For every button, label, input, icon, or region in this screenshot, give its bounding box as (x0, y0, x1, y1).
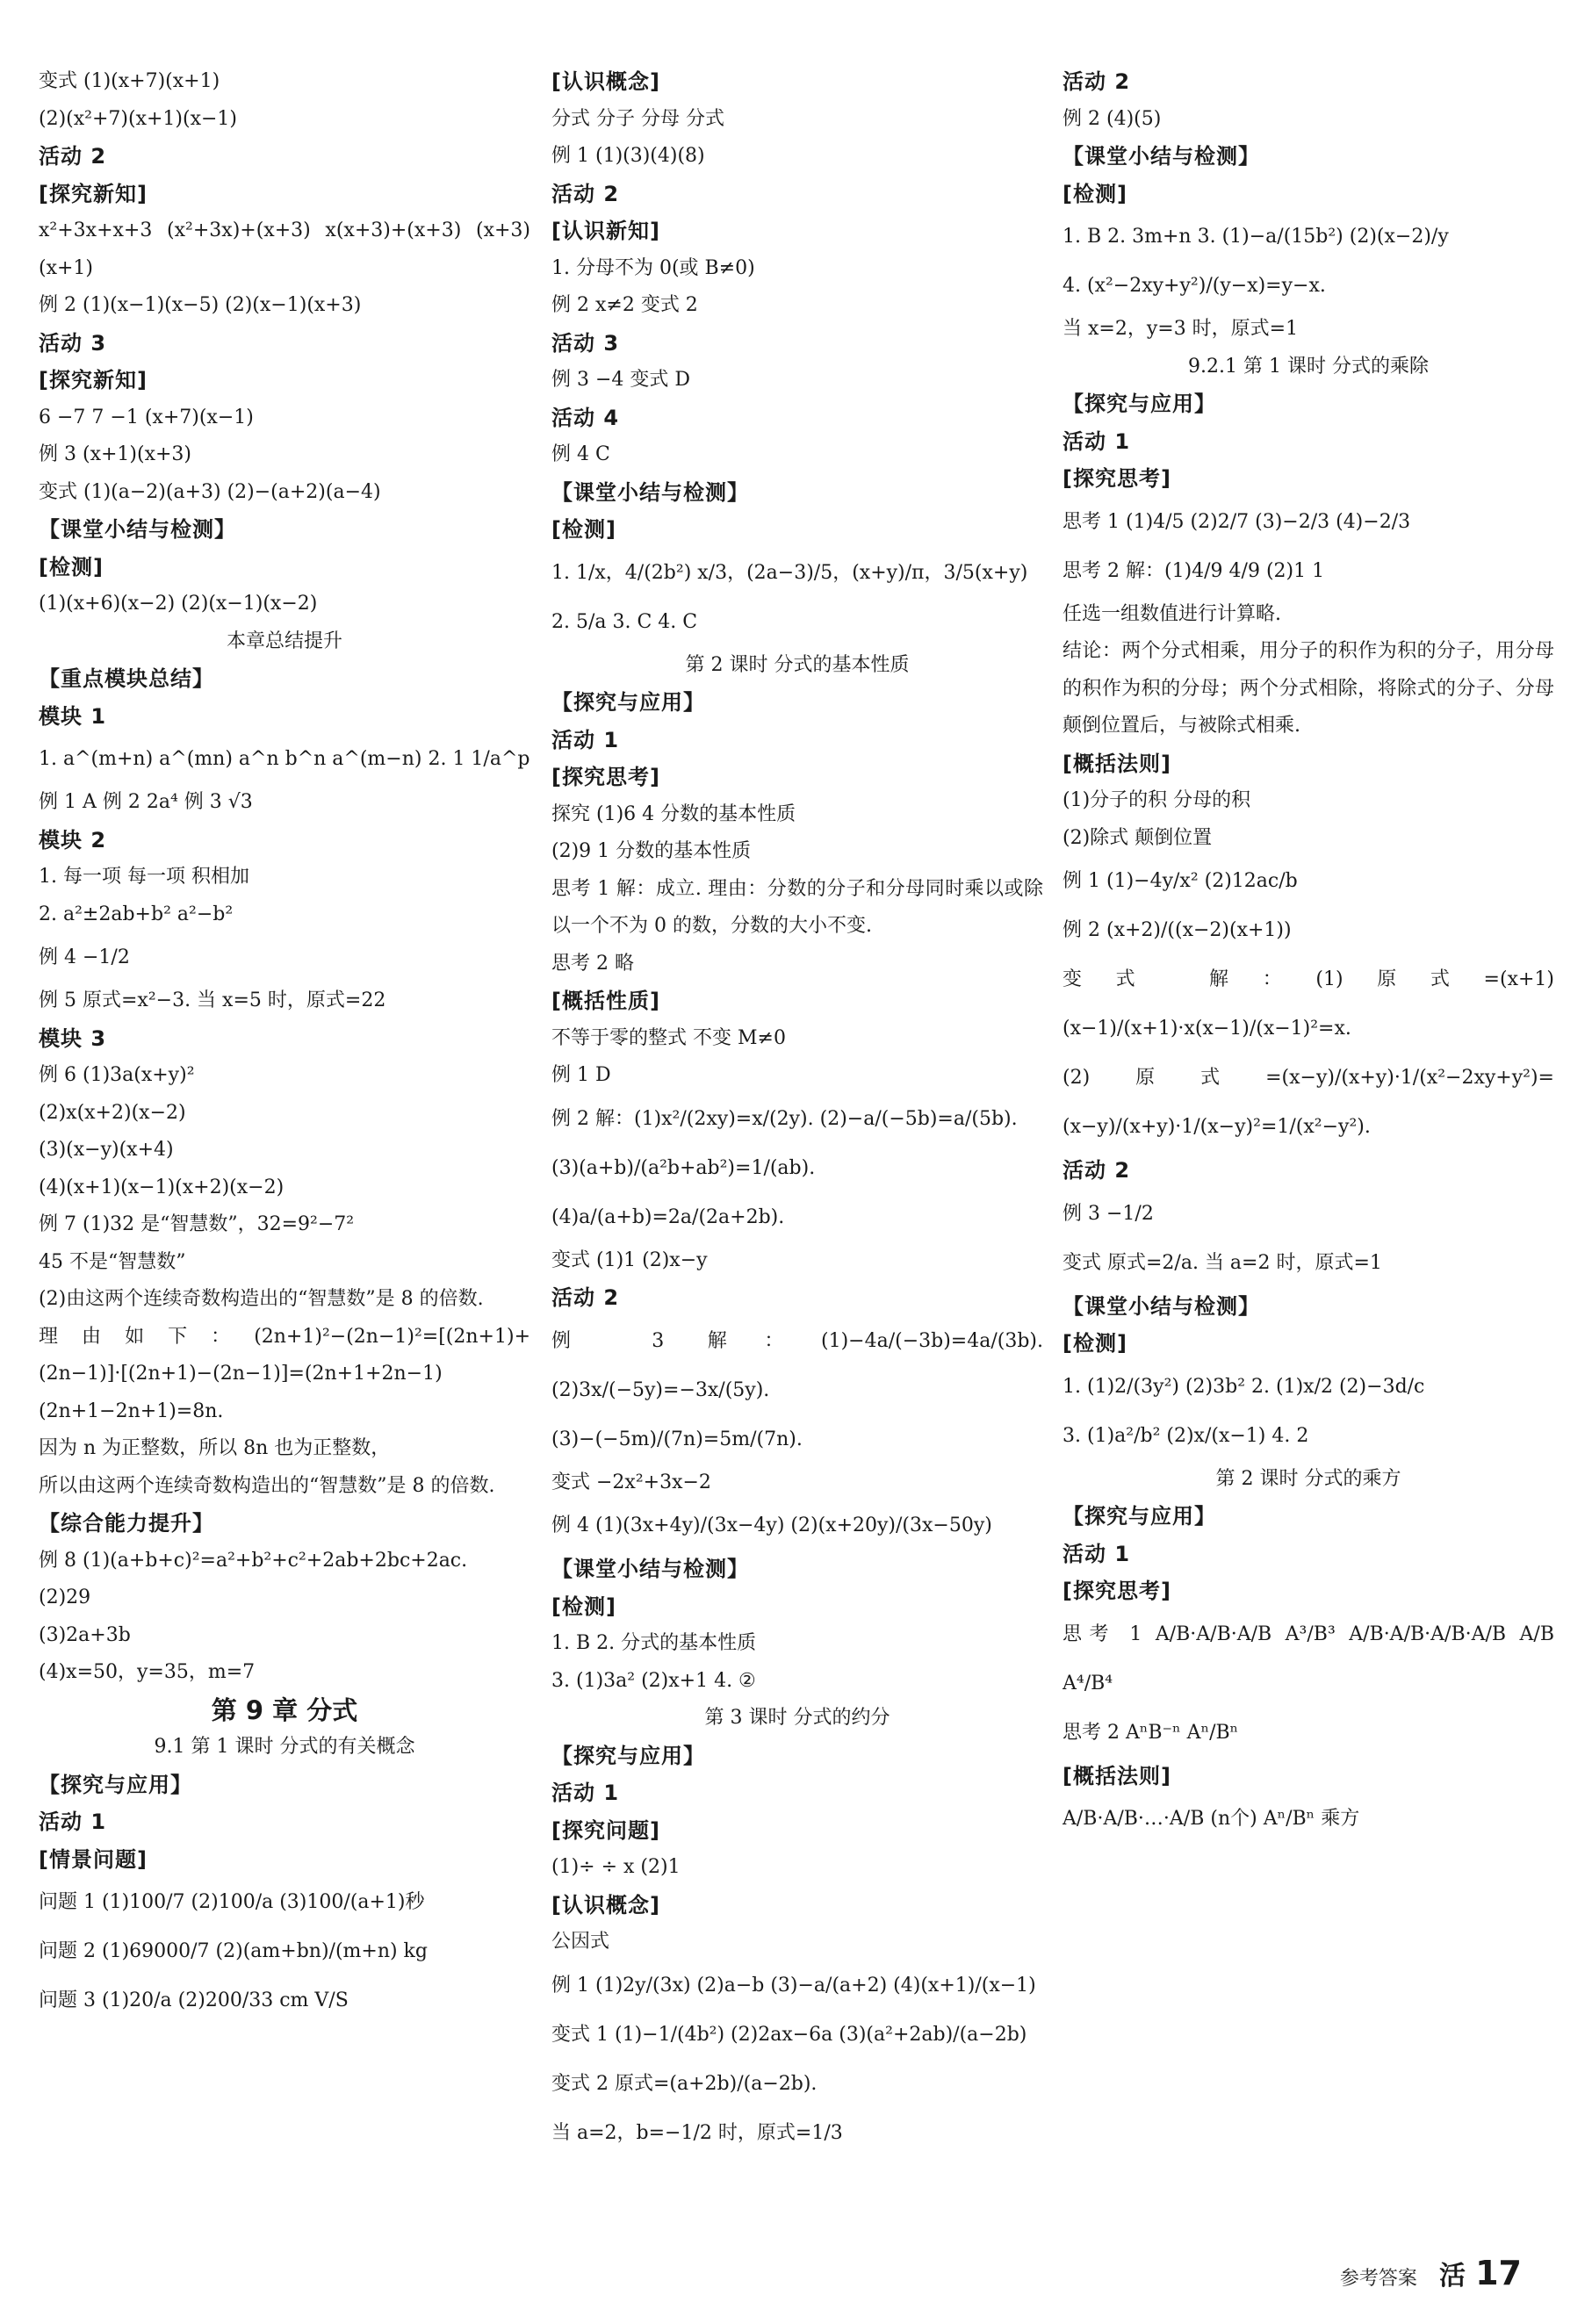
section-heading: 活动 2 (551, 1285, 620, 1310)
answer-line: x²+3x+x+3 (x²+3x)+(x+3) x(x+3)+(x+3) (x+3)(x+1) (39, 219, 530, 279)
answer-line: (1)分子的积 分母的积 (1063, 789, 1251, 811)
answer-line: (2)29 (39, 1587, 91, 1608)
answer-line: 变式 (1)(a−2)(a+3) (2)−(a+2)(a−4) (39, 480, 381, 503)
section-heading: 活动 4 (551, 405, 620, 430)
section-heading: [探究思考] (1063, 466, 1171, 491)
answer-line: 例 8 (1)(a+b+c)²=a²+b²+c²+2ab+2bc+2ac. (39, 1549, 468, 1572)
section-heading: 【重点模块总结】 (39, 666, 214, 691)
page-number: 17 (1475, 2254, 1522, 2292)
section-heading: [概括法则] (1063, 751, 1171, 776)
section-heading: 活动 1 (1063, 428, 1131, 454)
section-heading: 活动 2 (1063, 1158, 1131, 1183)
answer-line: (2)9 1 分数的基本性质 (551, 840, 752, 862)
answer-line: 思考 1 A/B·A/B·A/B A³/B³ A/B·A/B·A/B·A/B A/B A⁴/B⁴ (1063, 1622, 1554, 1694)
section-heading: [情景问题] (39, 1846, 148, 1872)
answer-line: 1. (1)2/(3y²) (2)3b² 2. (1)x/2 (2)−3d/c (1063, 1375, 1425, 1398)
section-heading: [检测] (1063, 181, 1127, 206)
section-heading: 【探究与应用】 (551, 690, 705, 715)
answer-line: (3)2a+3b (39, 1623, 131, 1646)
section-heading: [探究思考] (551, 765, 660, 789)
section-heading: 活动 2 (1063, 69, 1131, 94)
section-heading: 【课堂小结与检测】 (1063, 1293, 1260, 1319)
section-heading: 【课堂小结与检测】 (551, 479, 749, 505)
answer-line: 问题 3 (1)20/a (2)200/33 cm V/S (39, 1989, 349, 2011)
answer-line: 思考 2 解：(1)4/9 4/9 (2)1 1 (1063, 559, 1325, 582)
section-heading: 【探究与应用】 (551, 1743, 705, 1768)
answer-line: (4)(x+1)(x−1)(x+2)(x−2) (39, 1176, 285, 1198)
answer-column-right (1063, 63, 1554, 1844)
answer-line: 思考 1 (1)4/5 (2)2/7 (3)−2/3 (4)−2/3 (1063, 510, 1411, 533)
answer-line: 问题 2 (1)69000/7 (2)(am+bn)/(m+n) kg (39, 1940, 428, 1962)
section-heading: 活动 1 (39, 1810, 107, 1834)
answer-line: 变式 (1)1 (2)x−y (551, 1248, 708, 1271)
section-heading: 第 2 课时 分式的乘方 (1215, 1467, 1401, 1490)
answer-line: 当 x=2，y=3 时，原式=1 (1063, 318, 1299, 340)
section-heading: 活动 1 (551, 727, 620, 752)
answer-line: (2)(x²+7)(x+1)(x−1) (39, 107, 237, 130)
section-heading: [探究思考] (1063, 1579, 1171, 1603)
answer-line: 变式 −2x²+3x−2 (551, 1471, 711, 1493)
answer-line: 所以由这两个连续奇数构造出的“智慧数”是 8 的倍数. (39, 1474, 495, 1497)
section-heading: 模块 2 (39, 827, 107, 853)
answer-column-middle (551, 63, 1043, 2158)
answer-line: 例 2 解：(1)x²/(2xy)=x/(2y). (2)−a/(−5b)=a/(5b). (551, 1107, 1018, 1130)
answer-line: (1)(x+6)(x−2) (2)(x−1)(x−2) (39, 593, 318, 615)
section-heading: [探究新知] (39, 368, 148, 392)
answer-line: 例 1 (1)2y/(3x) (2)a−b (3)−a/(a+2) (4)(x+1)/(x−1) (551, 1974, 1036, 1997)
section-heading: [认识概念] (551, 69, 660, 94)
footer-label: 参考答案 (1339, 2268, 1417, 2290)
answer-line: 结论：两个分式相乘，用分子的积作为积的分子，用分母的积作为积的分母；两个分式相除，将除式的分子、分母颠倒位置后，与被除式相乘. (1063, 640, 1554, 737)
answer-line: (2)x(x+2)(x−2) (39, 1101, 186, 1124)
answer-line: 例 3 (x+1)(x+3) (39, 443, 191, 465)
section-heading: 活动 3 (39, 330, 107, 356)
answer-line: 例 3 −4 变式 D (551, 369, 691, 391)
section-heading: 【探究与应用】 (1063, 1504, 1216, 1529)
answer-line: 例 2 x≠2 变式 2 (551, 294, 698, 316)
section-heading: [概括法则] (1063, 1763, 1171, 1788)
answer-line: 1. B 2. 分式的基本性质 (551, 1632, 757, 1654)
section-heading: 活动 2 (551, 181, 620, 206)
section-heading: [检测] (551, 1594, 616, 1619)
answer-line: 变式 2 原式=(a+2b)/(a−2b). (551, 2072, 818, 2095)
answer-line: 公因式 (551, 1931, 610, 1953)
section-heading: 模块 3 (39, 1025, 107, 1051)
footer-brand: 活 (1439, 2261, 1466, 2292)
answer-line: 例 1 D (551, 1064, 611, 1086)
answer-line: 探究 (1)6 4 分数的基本性质 (551, 802, 796, 825)
answer-line: 例 5 原式=x²−3. 当 x=5 时，原式=22 (39, 989, 386, 1011)
section-heading: 【探究与应用】 (1063, 392, 1216, 416)
answer-line: 例 3 −1/2 (1063, 1202, 1154, 1225)
answer-line: 1. 分母不为 0(或 B≠0) (551, 256, 755, 279)
section-heading: 【课堂小结与检测】 (1063, 144, 1260, 169)
answer-line: 例 1 A 例 2 2a⁴ 例 3 √3 (39, 791, 253, 813)
section-heading: 9.1 第 1 课时 分式的有关概念 (154, 1736, 415, 1758)
section-heading: [认识新知] (551, 219, 660, 243)
section-heading: [认识概念] (551, 1892, 660, 1917)
answer-line: 3. (1)3a² (2)x+1 4. ② (551, 1669, 756, 1692)
answer-line: 4. (x²−2xy+y²)/(y−x)=y−x. (1063, 275, 1326, 297)
answer-line: 例 4 −1/2 (39, 946, 130, 968)
answer-line: 例 2 (1)(x−1)(x−5) (2)(x−1)(x+3) (39, 294, 362, 316)
section-heading: 【综合能力提升】 (39, 1511, 214, 1536)
answer-line: (3)−(−5m)/(7n)=5m/(7n). (551, 1428, 803, 1450)
answer-line: 1. a^(m+n) a^(mn) a^n b^n a^(m−n) 2. 1 1/a^p (39, 748, 530, 770)
section-heading: [探究新知] (39, 181, 148, 206)
answer-line: 3. (1)a²/b² (2)x/(x−1) 4. 2 (1063, 1424, 1309, 1447)
answer-line: (3)(a+b)/(a²b+ab²)=1/(ab). (4)a/(a+b)=2a/(2a+2b). (551, 1156, 816, 1228)
answer-line: 变式 原式=2/a. 当 a=2 时，原式=1 (1063, 1251, 1382, 1274)
section-heading: [检测] (39, 554, 104, 579)
section-heading: 第 2 课时 分式的基本性质 (685, 653, 910, 676)
answer-line: 思考 1 解：成立. 理由：分数的分子和分母同时乘以或除以一个不为 0 的数，分数的大小不变. (551, 877, 1043, 937)
section-heading: 活动 2 (39, 144, 107, 169)
answer-line: 问题 1 (1)100/7 (2)100/a (3)100/(a+1)秒 (39, 1891, 425, 1913)
page-footer (1340, 2254, 1522, 2292)
answer-line: 例 2 (x+2)/((x−2)(x+1)) (1063, 919, 1292, 941)
section-heading: 9.2.1 第 1 课时 分式的乘除 (1188, 355, 1429, 378)
section-heading: 本章总结提升 (226, 630, 342, 652)
answer-line: (1)÷ ÷ x (2)1 (551, 1856, 681, 1878)
answer-line: 45 不是“智慧数” (39, 1250, 186, 1273)
answer-line: 思考 2 AⁿB⁻ⁿ Aⁿ/Bⁿ (1063, 1721, 1239, 1744)
section-heading: [探究问题] (551, 1817, 660, 1843)
answer-line: 变式 1 (1)−1/(4b²) (2)2ax−6a (3)(a²+2ab)/(a−2b) (551, 2023, 1027, 2046)
answer-line: 例 4 (1)(3x+4y)/(3x−4y) (2)(x+20y)/(3x−50y) (551, 1515, 992, 1536)
answer-line: 例 7 (1)32 是“智慧数”，32=9²−7² (39, 1213, 355, 1235)
answer-line: 例 1 (1)(3)(4)(8) (551, 145, 705, 167)
answer-line: 不等于零的整式 不变 M≠0 (551, 1026, 786, 1049)
answer-line: 任选一组数值进行计算略. (1063, 602, 1281, 625)
section-heading: [概括性质] (551, 989, 660, 1013)
answer-line: A/B·A/B·…·A/B (n个) Aⁿ/Bⁿ 乘方 (1063, 1808, 1360, 1830)
answer-line: 1. 1/x，4/(2b²) x/3，(2a−3)/5，(x+y)/π，3/5(x+y) (551, 561, 1028, 584)
answer-line: 思考 2 略 (551, 952, 634, 975)
answer-column-left (39, 63, 530, 2025)
section-heading: 【课堂小结与检测】 (39, 517, 236, 542)
answer-line: 变式 (1)(x+7)(x+1) (39, 70, 220, 92)
answer-line: (3)(x−y)(x+4) (39, 1139, 174, 1161)
answer-line: 变式 解：(1)原式=(x+1)(x−1)/(x+1)·x(x−1)/(x−1)²=x. (1063, 968, 1554, 1040)
answer-line: 因为 n 为正整数，所以 8n 也为正整数， (39, 1437, 391, 1459)
answer-line: 2. a²±2ab+b² a²−b² (39, 903, 234, 925)
section-heading: 第 9 章 分式 (211, 1694, 358, 1725)
answer-line: 1. B 2. 3m+n 3. (1)−a/(15b²) (2)(x−2)/y (1063, 226, 1449, 248)
answer-line: 例 2 (4)(5) (1063, 107, 1162, 130)
answer-line: 理由如下：(2n+1)²−(2n−1)²=[(2n+1)+(2n−1)]·[(2n+1)−(2n−1)]=(2n+1+2n−1)(2n+1−2n+1)=8n. (39, 1325, 530, 1422)
answer-line: 例 4 C (551, 443, 610, 465)
answer-line: 1. 每一项 每一项 积相加 (39, 866, 249, 888)
answer-line: 例 3 解：(1)−4a/(−3b)=4a/(3b). (2)3x/(−5y)=−3x/(5y). (551, 1329, 1043, 1401)
answer-line: (2)由这两个连续奇数构造出的“智慧数”是 8 的倍数. (39, 1288, 484, 1310)
answer-line: 当 a=2，b=−1/2 时，原式=1/3 (551, 2121, 843, 2144)
answer-line: (2)原式=(x−y)/(x+y)·1/(x²−2xy+y²)=(x−y)/(x+y)·1/(x−y)²=1/(x²−y²). (1063, 1067, 1554, 1138)
section-heading: 【探究与应用】 (39, 1772, 192, 1797)
answer-line: 例 6 (1)3a(x+y)² (39, 1064, 195, 1086)
section-heading: 第 3 课时 分式的约分 (704, 1707, 890, 1729)
answer-line: (4)x=50，y=35，m=7 (39, 1661, 256, 1683)
answer-line: 2. 5/a 3. C 4. C (551, 610, 698, 633)
section-heading: 活动 1 (1063, 1541, 1131, 1566)
answer-line: (2)除式 颠倒位置 (1063, 826, 1213, 849)
section-heading: 活动 1 (551, 1781, 620, 1805)
section-heading: 模块 1 (39, 703, 107, 729)
answer-line: 6 −7 7 −1 (x+7)(x−1) (39, 406, 254, 428)
section-heading: 活动 3 (551, 330, 620, 356)
answer-line: 例 1 (1)−4y/x² (2)12ac/b (1063, 870, 1298, 892)
section-heading: [检测] (1063, 1331, 1127, 1356)
section-heading: [检测] (551, 517, 616, 542)
section-heading: 【课堂小结与检测】 (551, 1557, 749, 1581)
answer-line: 分式 分子 分母 分式 (551, 107, 724, 130)
